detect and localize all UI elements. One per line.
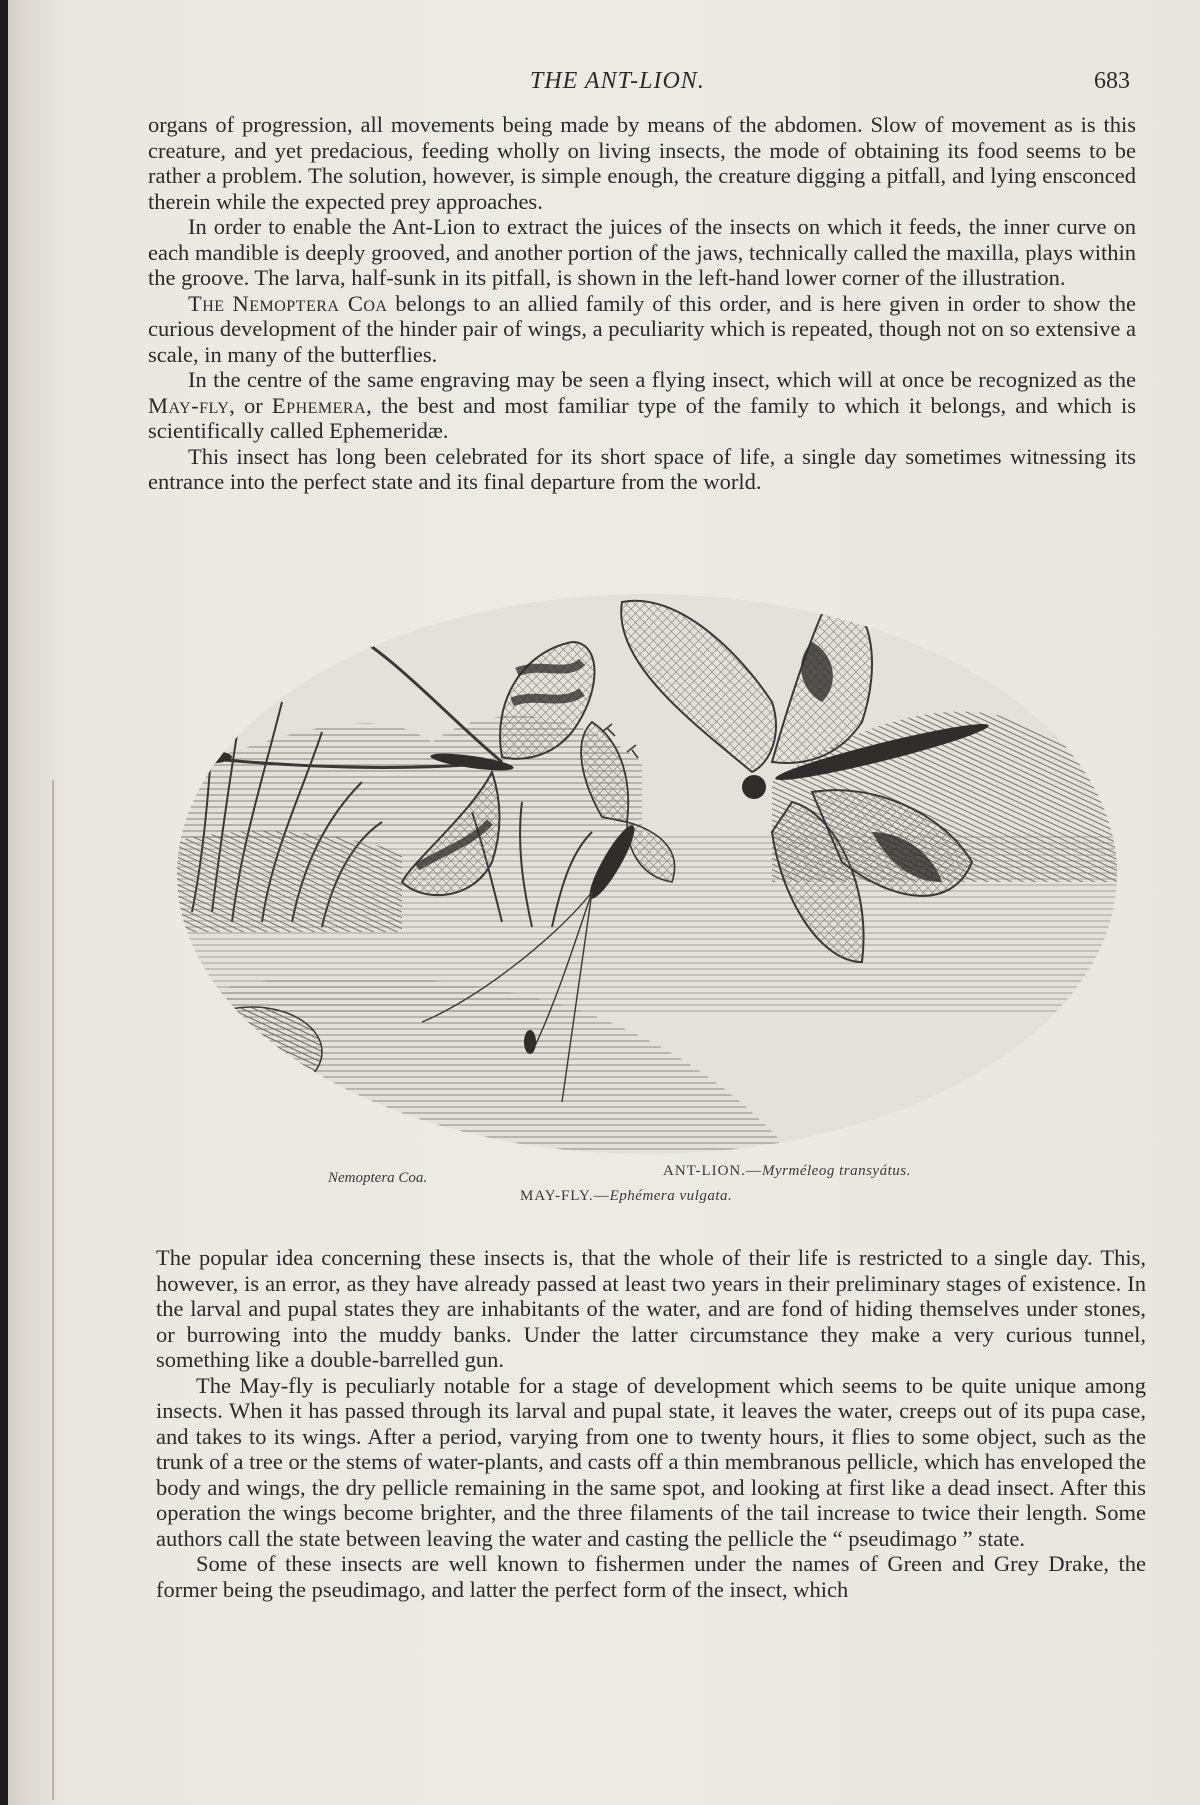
caption-ant-lion-latin: Myrméleog transyátus. (762, 1163, 911, 1179)
lead-word: The (188, 290, 225, 316)
caption-may-fly-label: MAY-FLY.— (520, 1188, 610, 1204)
caption-nemoptera: Nemoptera Coa. (328, 1170, 428, 1186)
paragraph-2: In order to enable the Ant-Lion to extract the juices of the insects on which it feeds, the inner curve on each mandible is deeply grooved, and another portion of the jaws, technically called the maxilla, plays within the groove. The larva, half-sunk in its pitfall, is shown in the left-hand lower corner of the illustration. (148, 214, 1136, 290)
page-fold-line (52, 780, 54, 1800)
page-title: THE ANT-LION. (530, 68, 705, 94)
running-head (0, 68, 1200, 98)
page-binding-edge (0, 0, 8, 1805)
paragraph-mayfly-development: The May-fly is peculiarly notable for a stage of development which seems to be quite unique among insects. When it has passed through its larval and pupal state, it leaves the water, creeps out of its pupa case, and takes to its wings. After a period, varying from one to twenty hours, it flies to some object, such as the trunk of a tree or the stems of water-plants, and casts off a thin membranous pellicle, which has enveloped the body and wings, the dry pellicle remaining in the same spot, and looking at first like a dead insect. After this operation the wings become brighter, and the three filaments of the tail increase to twice their length. Some authors call the state between leaving the water and casting the pellicle the “ pseudimago ” state. (156, 1372, 1146, 1551)
ant-lion-larva (245, 1042, 269, 1082)
paragraph-fishermen: Some of these insects are well known to fishermen under the names of Green and Grey Drake, the former being the pseudimago, and latter the perfect form of the insect, which (156, 1551, 1146, 1602)
text-block-top (148, 112, 1136, 495)
paragraph-nemoptera-text: belongs to an allied family of this order, and is here given in order to show the curious development of the hinder pair of wings, a peculiarity which is repeated, though not on so extensive a scale, in many of the butterflies. (148, 290, 1137, 367)
paragraph-mayfly-start: In the centre of the same engraving may be seen a flying insect, which will at once be recognized as the (188, 367, 1136, 392)
paragraph-mayfly (148, 367, 1136, 444)
text-block-bottom (156, 1245, 1146, 1602)
caption-may-fly (520, 1188, 732, 1205)
paragraph-popular-idea: The popular idea concerning these insects is, that the whole of their life is restricted to a single day. This, however, is an error, as they have already passed at least two years in their preliminary stages of existence. In the larval and pupal states they are inhabitants of the water, and are fond of hiding themselves under stones, or burrowing into the muddy banks. Under the latter circumstance they make a very curious tunnel, something like a double-barrelled gun. (156, 1245, 1146, 1372)
name-ephemera: Ephemera (271, 392, 367, 418)
reed-bank (172, 831, 402, 932)
engraving-svg (172, 582, 1122, 1154)
page-number: 683 (1094, 68, 1130, 94)
species-name-nemoptera: Nemoptera Coa (232, 290, 388, 316)
caption-may-fly-latin: Ephémera vulgata. (609, 1188, 733, 1204)
name-mayfly: May-fly (148, 392, 230, 418)
paragraph-nemoptera (148, 291, 1136, 368)
engraving-illustration (172, 582, 1122, 1154)
paragraph-1: organs of progression, all movements being made by means of the abdomen. Slow of movement as is this creature, and yet predacious, feeding wholly on living insects, the mode of obtaining its food seems to be rather a problem. The solution, however, is simple enough, the creature digging a pitfall, and lying ensconced therein while the expected prey approaches. (148, 112, 1136, 214)
ant-lion-pitfall (182, 1007, 322, 1097)
caption-ant-lion-label: ANT-LION.— (663, 1163, 763, 1179)
engraving-scene (172, 582, 1122, 1154)
paragraph-mayfly-middle: , or (229, 392, 272, 418)
paragraph-mayfly-end: , the best and most familiar type of the family to which it belongs, and which is scientifically called Ephemeridæ. (148, 392, 1136, 443)
caption-ant-lion (663, 1163, 911, 1180)
paragraph-insect-life: This insect has long been celebrated for its short space of life, a single day sometimes witnessing its entrance into the perfect state and its final departure from the world. (148, 443, 1136, 494)
